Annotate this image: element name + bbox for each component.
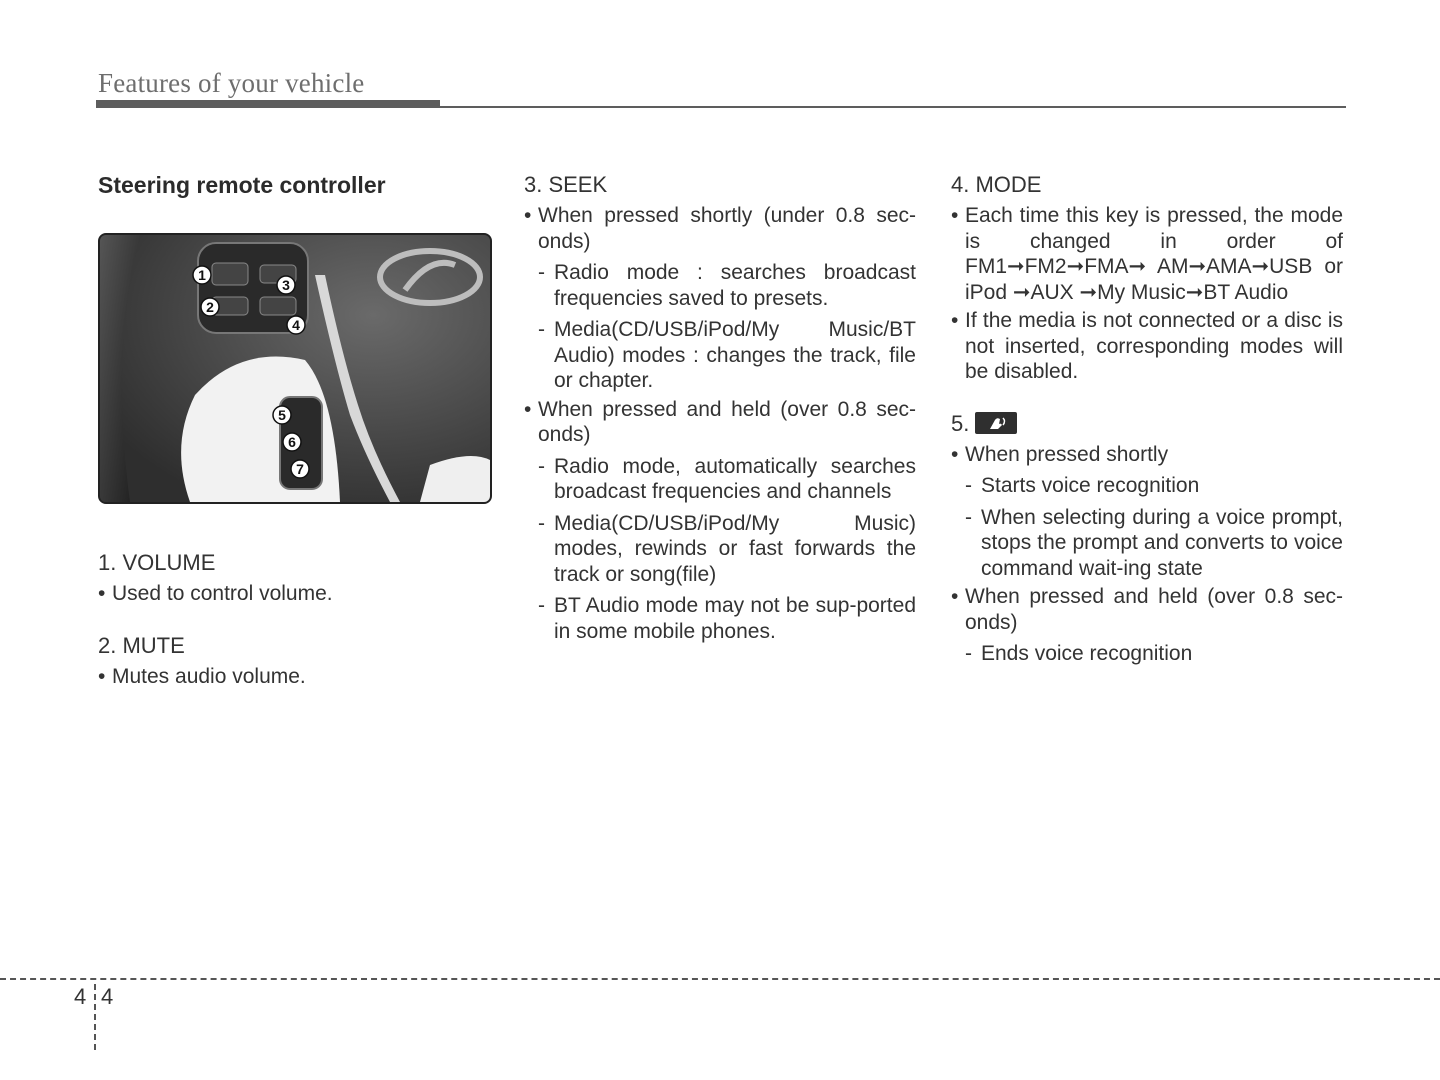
mute-heading: 2. MUTE [98, 632, 185, 658]
voice-sub-end: - Ends voice recognition [951, 641, 1343, 667]
page-section-number: 4 [74, 984, 87, 1009]
seek-sub-bt: - BT Audio mode may not be sup-ported in some mobile phones. [524, 593, 916, 644]
column-right [951, 170, 1343, 667]
callout-5: 5 [278, 407, 286, 423]
mode-heading: 4. MODE [951, 172, 1042, 197]
footer-divider [0, 978, 1440, 980]
header-title: Features of your vehicle [98, 68, 365, 98]
callout-4: 4 [292, 317, 300, 333]
seek-heading: 3. SEEK [524, 172, 608, 197]
callout-6: 6 [288, 434, 296, 450]
voice-recognition-icon [975, 412, 1017, 434]
section-title: Steering remote controller [98, 172, 386, 198]
header-rule [440, 106, 1346, 108]
voice-sub-start: - Starts voice recognition [951, 473, 1343, 499]
voice-heading-number: 5. [951, 410, 970, 436]
page-number: 4 [101, 984, 114, 1009]
seek-sub-media: - Media(CD/USB/iPod/My Music/BT Audio) modes : changes the track, file or chapter. [524, 317, 916, 394]
mute-bullet: • Mutes audio volume. [98, 664, 488, 690]
seek-bullet-held: • When pressed and held (over 0.8 sec-onds) [524, 397, 916, 448]
column-middle [524, 170, 916, 644]
volume-heading: 1. VOLUME [98, 550, 216, 575]
column-left [98, 170, 488, 689]
callout-7: 7 [296, 461, 304, 477]
voice-heading [951, 409, 1343, 439]
mode-bullet-order: • Each time this key is pressed, the mode is changed in order of FM1➞FM2➞FMA➞ AM➞AMA➞USB or iPod ➞AUX ➞My Music➞BT Audio [951, 203, 1343, 305]
volume-bullet: • Used to control volume. [98, 581, 488, 607]
callout-1: 1 [198, 267, 206, 283]
seek-sub-radio: - Radio mode : searches broadcast frequencies saved to presets. [524, 260, 916, 311]
mode-bullet-disabled: • If the media is not connected or a disc is not inserted, corresponding modes will be disabled. [951, 308, 1343, 385]
voice-bullet-held: • When pressed and held (over 0.8 sec-onds) [951, 584, 1343, 635]
voice-bullet-short: • When pressed shortly [951, 442, 1343, 468]
seek-bullet-short: • When pressed shortly (under 0.8 sec-onds) [524, 203, 916, 254]
seek-sub-media-held: - Media(CD/USB/iPod/My Music) modes, rewinds or fast forwards the track or song(file) [524, 511, 916, 588]
footer-page-divider [94, 984, 96, 1050]
callout-3: 3 [282, 277, 290, 293]
voice-sub-prompt: - When selecting during a voice prompt, stops the prompt and converts to voice command wait-ing state [951, 505, 1343, 582]
steering-wheel-photo [98, 233, 492, 504]
header-bar [96, 100, 440, 108]
callout-2: 2 [206, 299, 214, 315]
seek-sub-radio-held: - Radio mode, automatically searches broadcast frequencies and channels [524, 454, 916, 505]
